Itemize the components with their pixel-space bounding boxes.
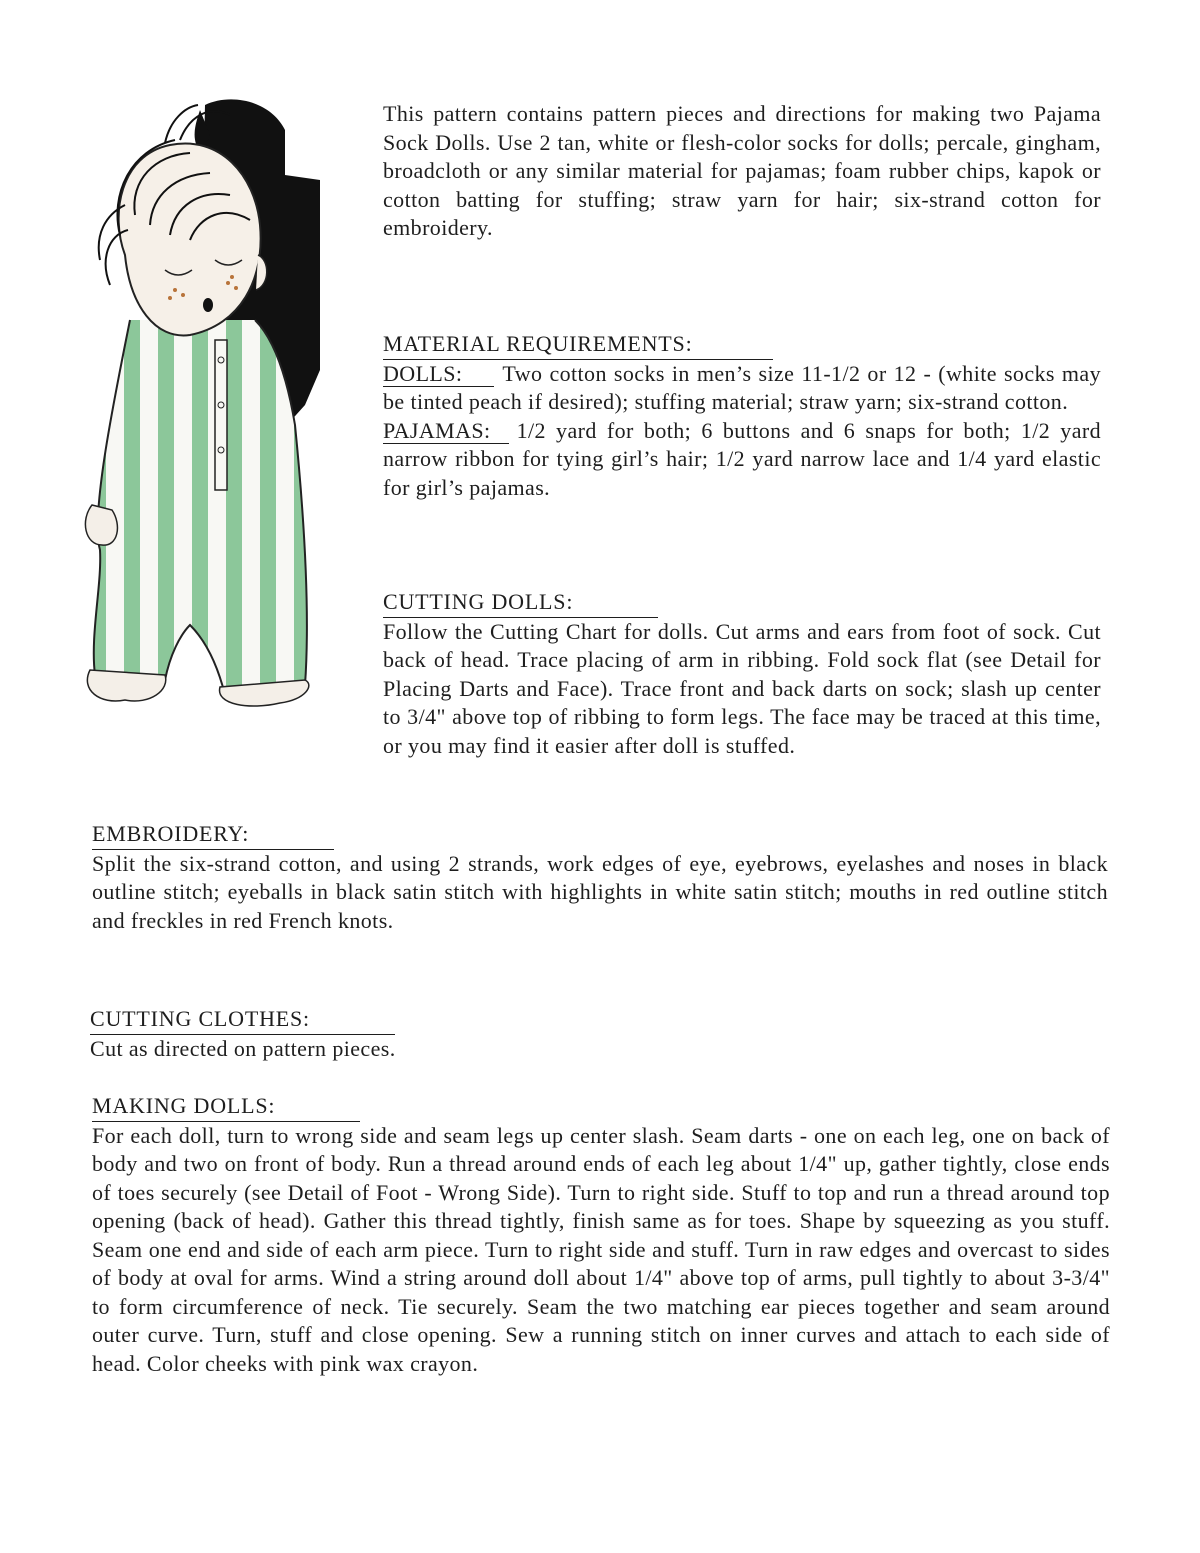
material-requirements-section (383, 330, 1101, 502)
cutting-clothes-heading: CUTTING CLOTHES: (90, 1005, 395, 1035)
dolls-label: DOLLS: (383, 362, 494, 387)
making-dolls-section (92, 1092, 1110, 1378)
dolls-requirement-text: Two cotton socks in men’s size 11-1/2 or 12 - (white socks may be tinted peach if desired); stuffing material; straw yarn; six-strand cotton. (383, 360, 1101, 414)
making-dolls-heading: MAKING DOLLS: (92, 1092, 360, 1122)
cutting-clothes-section (90, 1005, 1106, 1063)
making-dolls-text: For each doll, turn to wrong side and seam legs up center slash. Seam darts - one on each leg, one on back of body and two on front of body. Run a thread around ends of each leg about 1/4" up, gather tightly, close ends of toes securely (see Detail of Foot - Wrong Side). Turn to right side. Stuff to top and run a thread around top opening (back of head). Gather this thread tightly, finish same as for toes. Shape by squeezing as you stuff. Seam one end and side of each arm piece. Turn to right side and stuff. Turn in raw edges and overcast to sides of body at oval for arms. Wind a string around doll about 1/4" above top of arms, pull tightly to about 3-3/4" to form circumference of neck. Tie securely. Seam the two matching ear pieces together and seam around outer curve. Turn, stuff and close opening. Sew a running stitch on inner curves and attach to each side of head. Color cheeks with pink wax crayon. (92, 1122, 1110, 1376)
cutting-dolls-text: Follow the Cutting Chart for dolls. Cut arms and ears from foot of sock. Cut back of head. Trace placing of arm in ribbing. Fold sock flat (see Detail for Placing Darts and Face). Trace front and back darts on sock; slash up center to 3/4" above top of ribbing to form legs. The face may be traced at this time, or you may find it easier after doll is stuffed. (383, 618, 1101, 758)
sock-doll-illustration (80, 95, 335, 710)
intro-text: This pattern contains pattern pieces and directions for making two Pajama Sock Dolls. Use 2 tan, white or flesh-color socks for dolls; percale, gingham, broadcloth or any similar material for pajamas; foam rubber chips, kapok or cotton batting for stuffing; straw yarn for hair; six-strand cotton for embroidery. (383, 101, 1101, 240)
embroidery-text: Split the six-strand cotton, and using 2 strands, work edges of eye, eyebrows, eyelashes and noses in black outline stitch; eyeballs in black satin stitch with highlights in white satin stitch; mouths in red outline stitch and freckles in red French knots. (92, 850, 1108, 933)
embroidery-heading: EMBROIDERY: (92, 820, 334, 850)
material-requirements-heading: MATERIAL REQUIREMENTS: (383, 330, 773, 360)
pajamas-requirement-text: 1/2 yard for both; 6 buttons and 6 snaps for both; 1/2 yard narrow ribbon for tying girl’s hair; 1/2 yard narrow lace and 1/4 yard elastic for girl’s pajamas. (383, 417, 1101, 500)
cutting-clothes-text: Cut as directed on pattern pieces. (90, 1035, 396, 1061)
cutting-dolls-heading: CUTTING DOLLS: (383, 588, 658, 618)
pajamas-requirement (383, 417, 1101, 503)
cutting-dolls-section (383, 588, 1101, 760)
dolls-requirement (383, 360, 1101, 417)
pajamas-label: PAJAMAS: (383, 419, 509, 444)
embroidery-section (92, 820, 1108, 935)
intro-section (383, 100, 1101, 243)
